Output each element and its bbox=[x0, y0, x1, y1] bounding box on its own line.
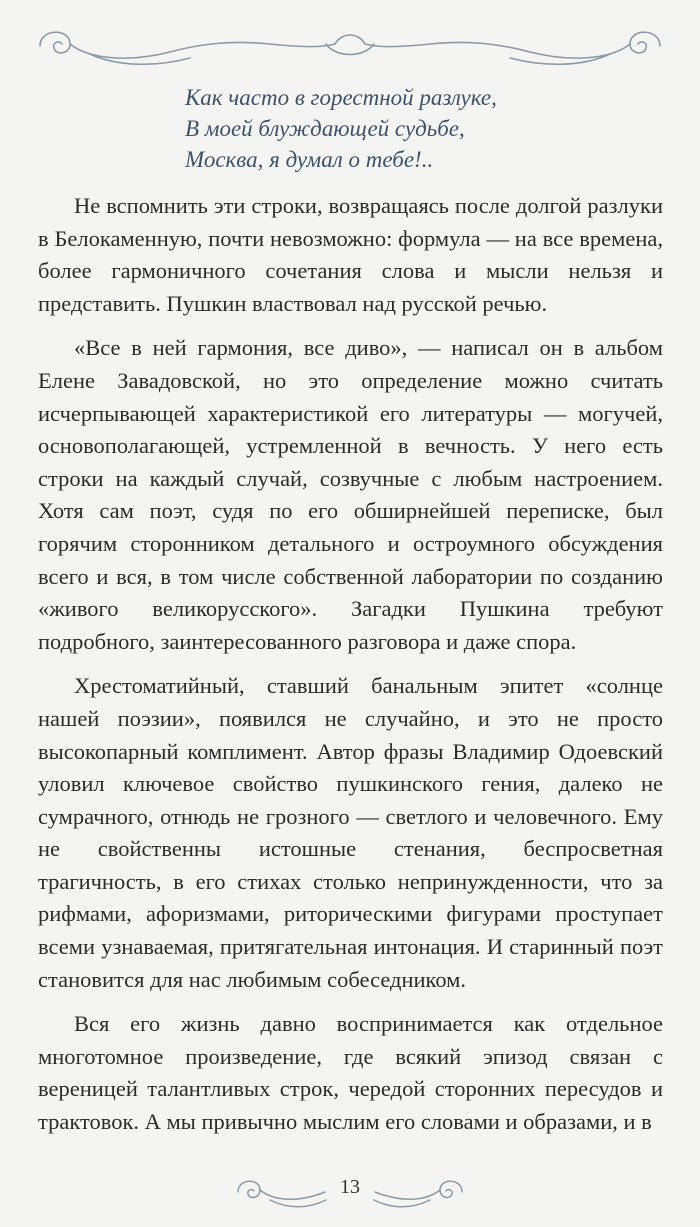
paragraph: Вся его жизнь давно воспринимается как отдельное многотомное произведение, где всякий эпизод связан с вереницей талантливых строк, чередой сторонних пересудов и трактовок. А мы привычно мыслим его словами и образами, и в bbox=[38, 1011, 663, 1135]
paragraph: Хрестоматийный, ставший банальным эпитет «солнце нашей поэзии», появился не случайно, и это не просто высокопарный комплимент. Автор фразы Владимир Одоевский уловил ключевое свойство пушкинского гения, далеко не сумрачного, отнюдь не грозного — светлого и человечного. Ему не свойственны истошные стенания, беспросветная трагичность, в его стихах столько непринужденности, что за рифмами, афоризмами, риторическими фигурами проступает всеми узнаваемая, притягательная интонация. И старинный поэт становится для нас любимым собеседником. bbox=[38, 673, 663, 992]
body-text bbox=[38, 190, 663, 1151]
paragraph: Не вспомнить эти строки, возвращаясь после долгой разлуки в Белокаменную, почти невозможно: формула — на все времена, более гармоничного сочетания слова и мысли нельзя и представить. Пушкин властвовал над русской речью. bbox=[38, 193, 663, 316]
page-number: 13 bbox=[340, 1176, 360, 1198]
paragraph: «Все в ней гармония, все диво», — написал он в альбом Елене Завадовской, но это определение можно считать исчерпывающей характеристикой его литературы — могучей, основополагающей, устремленной в вечность. У него есть строки на каждый случай, созвучные с любым настроением. Хотя сам поэт, судя по его обширнейшей переписке, был горячим сторонником детального и остроумного обсуждения всего и вся, в том числе собственной лаборатории по созданию «живого великорусского». Загадки Пушкина требуют подробного, заинтересованного разговора и даже спора. bbox=[38, 335, 663, 654]
epigraph-line: Как часто в горестной разлуке, bbox=[185, 85, 497, 110]
top-ornament-divider bbox=[30, 14, 670, 74]
epigraph bbox=[185, 82, 497, 175]
epigraph-line: В моей блуждающей судьбе, bbox=[185, 116, 465, 141]
epigraph-line: Москва, я думал о тебе!.. bbox=[185, 147, 434, 172]
